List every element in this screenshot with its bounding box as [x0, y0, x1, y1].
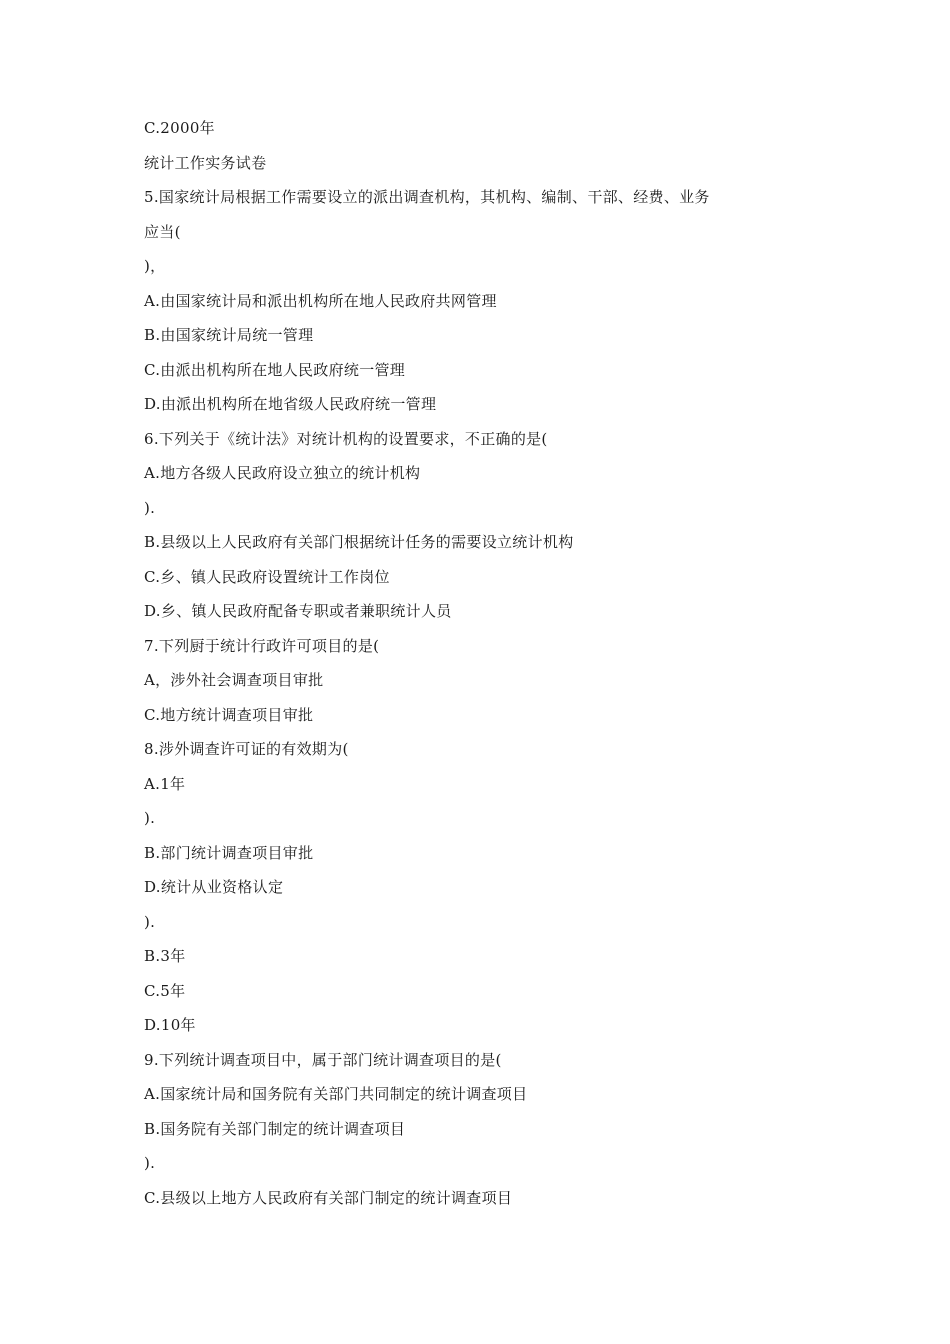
question-text: 5.国家统计局根据工作需要设立的派出调查机构，其机构、编制、干部、经费、业务: [144, 188, 710, 206]
answer-option: A.地方各级人民政府设立独立的统计机构: [144, 464, 421, 482]
answer-blank: ).: [144, 498, 156, 517]
answer-option: B.由国家统计局统一管理: [144, 326, 314, 344]
answer-option: D.乡、镇人民政府配备专职或者兼职统计人员: [144, 602, 452, 620]
answer-option: A，涉外社会调查项目审批: [144, 671, 324, 689]
answer-option: C.县级以上地方人民政府有关部门制定的统计调查项目: [144, 1188, 513, 1207]
answer-option: B.县级以上人民政府有关部门根据统计任务的需要设立统计机构: [144, 533, 574, 551]
answer-option: B.国务院有关部门制定的统计调查项目: [144, 1119, 406, 1138]
answer-option: A.1年: [144, 774, 186, 793]
question-text: 应当(: [144, 222, 181, 241]
answer-option: A.国家统计局和国务院有关部门共同制定的统计调查项目: [144, 1085, 528, 1103]
answer-option: C.5年: [144, 981, 186, 1000]
document-heading: 统计工作实务试卷: [144, 153, 267, 172]
answer-option: C.2000年: [144, 119, 215, 137]
answer-option: C.乡、镇人民政府设置统计工作岗位: [144, 567, 390, 586]
question-text: 8.涉外调查许可证的有效期为(: [144, 740, 349, 758]
answer-option: C.由派出机构所在地人民政府统一管理: [144, 360, 406, 379]
answer-option: D.统计从业资格认定: [144, 878, 284, 896]
answer-option: A.由国家统计局和派出机构所在地人民政府共网管理: [144, 291, 497, 310]
answer-blank: ).: [144, 809, 156, 827]
answer-option: B.部门统计调查项目审批: [144, 843, 314, 862]
answer-option: D.10年: [144, 1016, 196, 1034]
answer-blank: )，: [144, 257, 166, 275]
answer-option: D.由派出机构所在地省级人民政府统一管理: [144, 395, 437, 413]
answer-blank: ).: [144, 912, 156, 931]
question-text: 9.下列统计调查项目中，属于部门统计调查项目的是(: [144, 1050, 502, 1069]
question-text: 6.下列关于《统计法》对统计机构的设置要求，不正确的是(: [144, 429, 548, 448]
answer-option: B.3年: [144, 947, 186, 965]
answer-blank: ).: [144, 1154, 156, 1172]
question-text: 7.下列厨于统计行政许可项目的是(: [144, 636, 380, 655]
document-body: [144, 111, 804, 1215]
answer-option: C.地方统计调查项目审批: [144, 705, 314, 724]
